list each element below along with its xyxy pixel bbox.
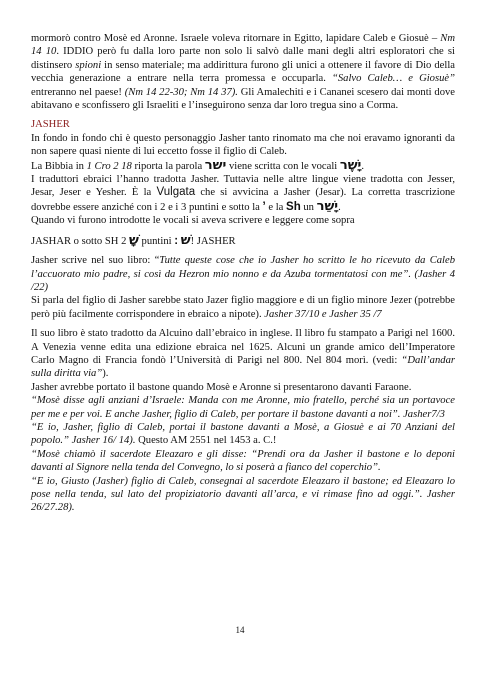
page-number: 14 [235, 625, 245, 635]
hebrew-word-vocalized: יָשֶׁר [339, 157, 362, 173]
text: viene scritta con le vocali [228, 160, 340, 172]
quotation: “Dall’andar sulla diritta via” [31, 354, 455, 380]
document-page [31, 32, 455, 515]
paragraph-jasher-writes [31, 254, 455, 294]
text: e la [265, 201, 287, 213]
hebrew-word: ישר [204, 157, 227, 173]
text: La Bibbia in [31, 160, 87, 172]
paragraph-who-is-jasher: In fondo in fondo chi è questo personaggio Jasher tanto rinomato ma che noi eravamo ignoranti da non sapere quasi niente di lui eccetto fosse il figlio di Caleb. [31, 132, 455, 158]
text: ). [102, 368, 109, 380]
text: Questo AM 2551 nel 1453 a. C.! [135, 435, 277, 447]
quote-giusto: “E io, Giusto (Jasher) figlio di Caleb, consegnai al sacerdote Eleazaro il bastone; ed Eleazaro lo pose nella tenda, sul lato del propiziatorio davanti all’arca, e vi rimase fino ad oggi.”. Jasher 26/27.28). [31, 475, 455, 514]
paragraph-son-of-jasher [31, 294, 455, 321]
text: entreranno nel paese! [31, 86, 125, 98]
hebrew-word-corrected: יָשֵׁר [316, 198, 339, 214]
text: in senso materiale; ma addirittura furono gli unici a ottenere il favore di Dio della vecchia generazione a entrare nella terra promessa e occuparla. [31, 59, 455, 85]
sh-letters: Sh [286, 200, 301, 213]
text: che si avvicina a Jasher (Jesar). La corretta trascrizione dovrebbe essere anziché con i 2 e i 3 puntini e sotto la [31, 187, 455, 213]
text: Jasher scrive nel suo libro: “ [31, 255, 160, 267]
bible-reference: Nm 14 10 [31, 33, 455, 58]
hebrew-mark: ’ [262, 200, 266, 213]
two-dots: : [174, 234, 179, 247]
text: ! JASHER [190, 235, 236, 247]
text: Si parla del figlio di Jasher sarebbe stato Jazer figlio maggiore e di un figlio minore Jezer (potrebbe però più facilmente corrispondere in ebraico a nipote). [31, 295, 455, 320]
quote-moses-elders: “Mosè disse agli anziani d’Israele: Manda con me Aronne, mio fratello, perché sia un portavoce per me e per voi. E anche Jasher, figlio di Caleb, per portare il bastone davanti a noi”. Jasher7/3 [31, 395, 455, 420]
italic-word: spioni [75, 59, 102, 71]
text: mormorò contro Mosè ed Aronne. Israele voleva ritornare in Egitto, lapidare Caleb e Giosuè – [31, 33, 441, 44]
bible-reference: (Nm 14 22-30; Nm 14 37). [124, 86, 238, 98]
paragraph-book-history [31, 327, 455, 381]
text: . IDDIO però fu dalla loro parte non solo li salvò dalle mani degli altri esploratori che si distinsero [31, 46, 455, 71]
text: un [300, 201, 317, 213]
text: Il suo libro è stato tradotto da Alcuino dall’ebraico in inglese. Il libro fu stampato a Parigi nel 1600. A Venezia venne edita una edizione ebraica nel 1625. Alcuni un grande amico dell’Imperatore Carlo Magno di Francia fondò l’Università di Parigi nel 800. Nel 804 morì. (vedi: [31, 328, 455, 366]
text: . [338, 201, 341, 213]
quotation: Tutte queste cose che io Jasher ho scritto le ho ricevuto da Caleb l’accuorato mio padre, si così da Hezron mio nonno e da Azuba tormentatosi con me”. (Jasher 4 /22) [31, 255, 455, 293]
text: riporta la parola [131, 160, 205, 172]
quotation: “E io, Jasher, figlio di Caleb, portai il bastone davanti a Mosè, a Giosuè e ai 70 Anziani del popolo.” Jasher 16/ 14). [31, 421, 455, 447]
paragraph-intro [31, 32, 455, 112]
paragraph-translations [31, 173, 455, 214]
hebrew-letter-shin: שׁ [180, 232, 191, 248]
text: . [361, 160, 365, 172]
paragraph-vowels: Quando vi furono introdotte le vocali si aveva scrivere e leggere come sopra [31, 215, 355, 227]
text: JASHAR o sotto SH [31, 235, 122, 247]
text: I traduttori ebraici l’hanno tradotta Jasher. Tuttavia nelle altre lingue viene tradotta con Jesser, Jesar, Jeser e Yesher. È la [31, 174, 455, 199]
section-heading: JASHER [31, 119, 70, 131]
paragraph-staff: Jasher avrebbe portato il bastone quando Mosè e Aronne si presentarono davanti Faraone. [31, 381, 412, 393]
text: 2 puntini [121, 235, 175, 247]
hebrew-letter-shin-kamatz: שָׁ [129, 232, 139, 248]
vulgata-word: Vulgata [156, 186, 196, 199]
paragraph-jashar [31, 234, 455, 248]
quote-eleazar: “Mosè chiamò il sacerdote Eleazaro e gli disse: “Prendi ora da Jasher il bastone e lo deponi davanti al Signore nella tenda del Convegno, lo si poserà a fianco del coperchio”. [31, 448, 455, 474]
jasher-reference: Jasher 37/10 e Jasher 35 /7 [264, 308, 382, 320]
quote-jasher-staff [31, 421, 455, 448]
quotation: “Salvo Caleb… e Giosuè” [331, 73, 455, 85]
text: Gli Amalechiti e i Cananei scesero dai monti dove abitavano e sconfissero gli Israeliti e l’inseguirono senza dar loro tregua sino a Corma. [31, 86, 456, 112]
paragraph-bible-word [31, 159, 455, 173]
bible-reference: 1 Cro 2 18 [86, 160, 132, 172]
